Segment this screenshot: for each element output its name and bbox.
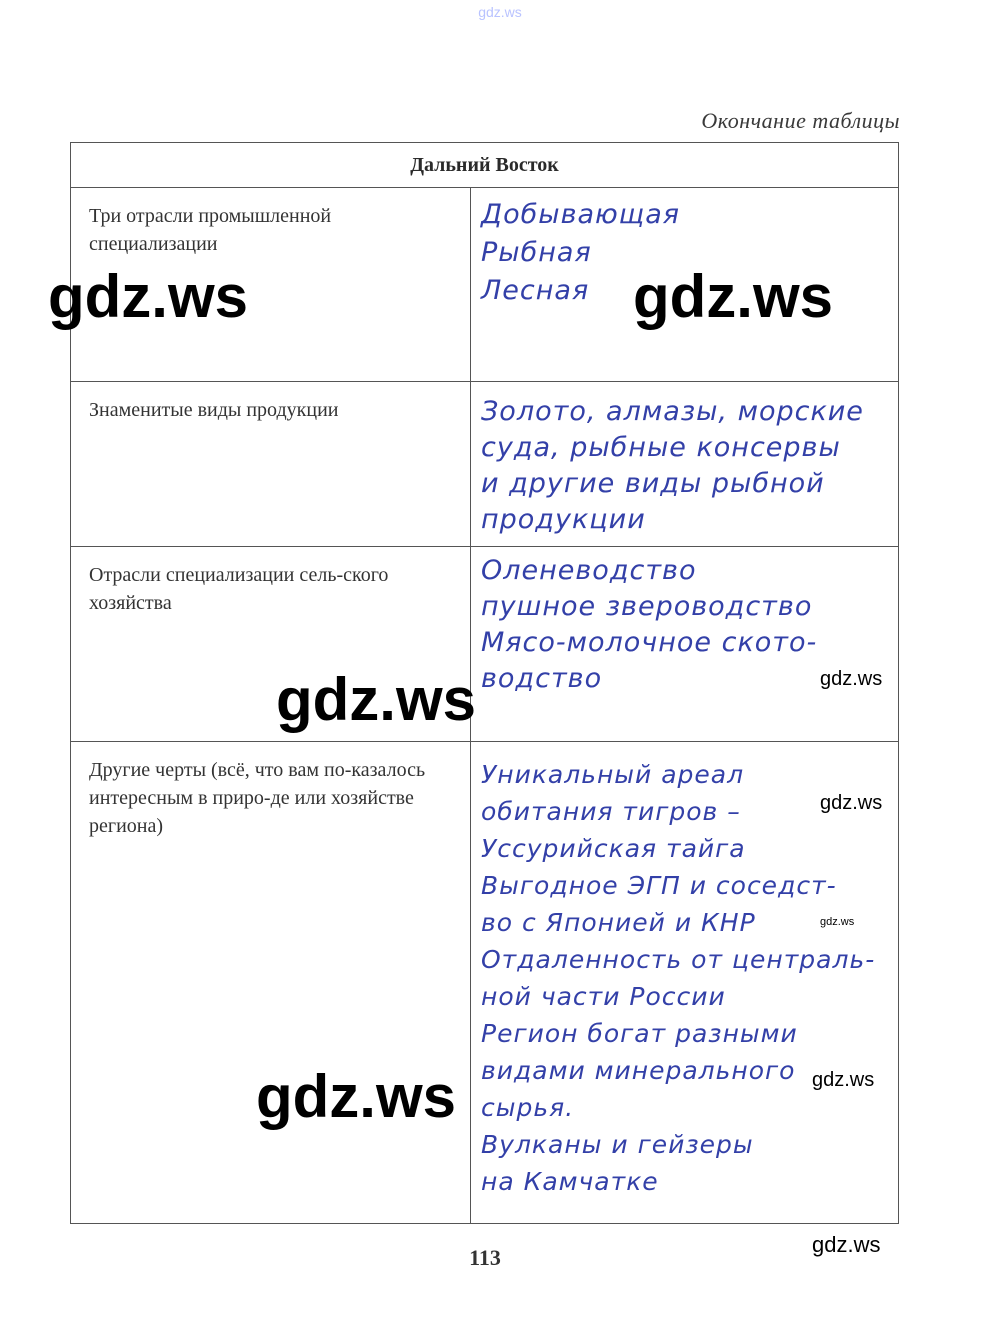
handwritten-line: Регион богат разными: [481, 1019, 798, 1048]
handwritten-line: во с Японией и КНР: [481, 908, 756, 937]
handwritten-line: Вулканы и гейзеры: [481, 1130, 754, 1159]
watermark: gdz.ws: [633, 263, 834, 330]
handwritten-line: Рыбная: [481, 237, 592, 268]
row-answer: [471, 382, 900, 546]
watermark: gdz.ws: [256, 1063, 457, 1130]
watermark: gdz.ws: [820, 668, 883, 690]
handwritten-line: Оленеводство: [481, 555, 697, 586]
handwritten-line: сырья.: [481, 1093, 575, 1122]
row-question: Отрасли специализации сель-ского хозяйства: [71, 547, 471, 741]
table-row: [71, 382, 898, 547]
handwritten-line: Добывающая: [481, 199, 680, 230]
handwritten-line: Уникальный ареал: [481, 760, 745, 789]
handwritten-line: пушное звероводство: [481, 591, 813, 622]
handwritten-line: Выгодное ЭГП и соседст-: [481, 871, 837, 900]
watermark: gdz.ws: [820, 792, 883, 814]
handwritten-line: ной части России: [481, 982, 726, 1011]
handwritten-line: Лесная: [481, 275, 590, 306]
handwritten-line: и другие виды рыбной: [481, 468, 825, 499]
table-header: Дальний Восток: [71, 143, 898, 188]
watermark: gdz.ws: [276, 666, 477, 733]
table-row: [71, 547, 898, 742]
handwritten-line: водство: [481, 663, 603, 694]
handwritten-line: суда, рыбные консервы: [481, 432, 841, 463]
handwritten-line: Мясо-молочное ското-: [481, 627, 818, 658]
row-question: Другие черты (всё, что вам по-казалось интересным в приро-де или хозяйстве региона): [71, 742, 471, 1223]
handwritten-line: видами минерального: [481, 1056, 796, 1085]
handwritten-line: на Камчатке: [481, 1167, 659, 1196]
handwritten-line: продукции: [481, 504, 646, 535]
watermark: gdz.ws: [812, 1232, 881, 1257]
table-row: [71, 742, 898, 1223]
row-question: Три отрасли промышленной специализации: [71, 188, 471, 381]
handwritten-line: Отдаленность от централь-: [481, 945, 876, 974]
row-question: Знаменитые виды продукции: [71, 382, 471, 546]
watermark: gdz.ws: [820, 916, 855, 928]
page-number: 113: [469, 1245, 501, 1270]
row-answer: [471, 547, 900, 741]
top-watermark: gdz.ws: [478, 4, 522, 20]
handwritten-line: Золото, алмазы, морские: [481, 396, 864, 427]
watermark: gdz.ws: [812, 1069, 875, 1091]
handwritten-line: Уссурийская тайга: [481, 834, 746, 863]
watermark: gdz.ws: [48, 263, 249, 330]
handwritten-line: обитания тигров –: [481, 797, 741, 826]
table-continuation-title: Окончание таблицы: [701, 108, 900, 133]
